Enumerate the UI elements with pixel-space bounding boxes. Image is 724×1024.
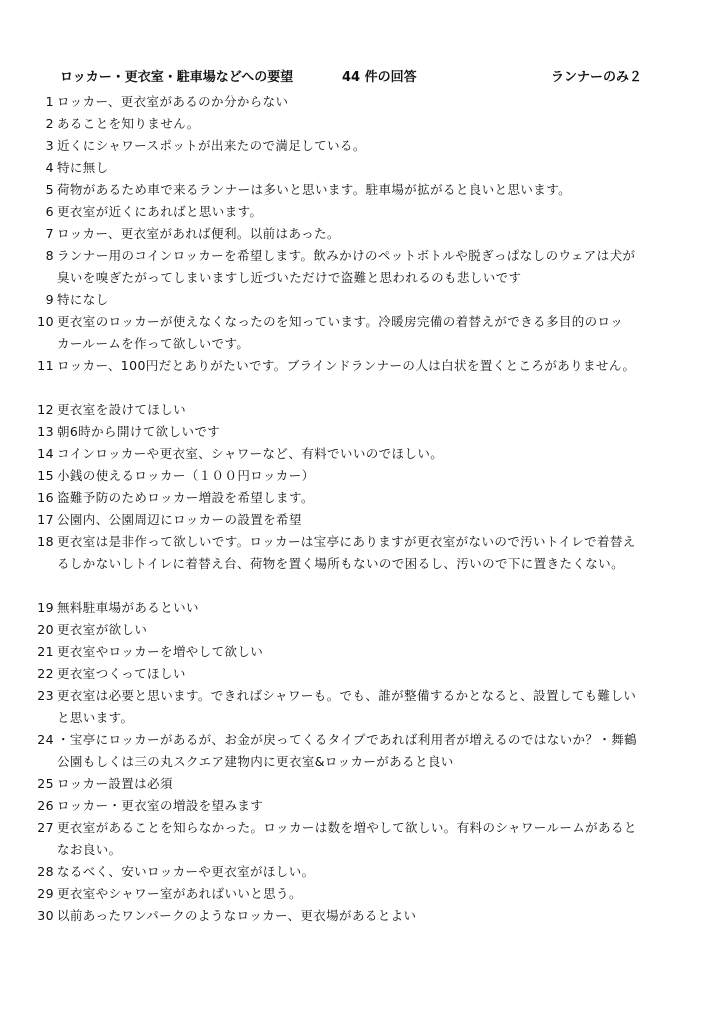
list-item <box>0 795 724 817</box>
list-item <box>0 289 724 311</box>
item-number: 7 <box>45 226 54 241</box>
list-item <box>0 509 724 531</box>
item-number: 26 <box>37 798 54 813</box>
item-number: 11 <box>37 358 54 373</box>
item-text: 近くにシャワースポットが出来たので満足している。 <box>57 138 366 153</box>
list-item <box>0 157 724 179</box>
item-number: 21 <box>37 644 54 659</box>
item-text: 更衣室が近くにあればと思います。 <box>57 204 263 219</box>
item-number: 9 <box>45 292 54 307</box>
item-text: なるべく、安いロッカーや更衣室がほしい。 <box>57 864 315 879</box>
item-text: ランナー用のコインロッカーを希望します。飲みかけのペットボトルや脱ぎっぱなしのウェアは犬が 臭いを嗅ぎたがってしまいますし近づいただけで盗難と思われるのも悲しいです <box>57 248 636 285</box>
item-text: 荷物があるため車で来るランナーは多いと思います。駐車場が拡がると良いと思います。 <box>57 182 572 197</box>
item-number: 13 <box>37 424 54 439</box>
item-text: ロッカー、更衣室があるのか分からない <box>57 94 289 109</box>
list-item <box>0 135 724 157</box>
list-item <box>0 597 724 619</box>
item-text: 朝6時から開けて欲しいです <box>57 424 221 439</box>
item-number: 27 <box>37 820 54 835</box>
list-item <box>0 443 724 465</box>
item-number: 25 <box>37 776 54 791</box>
item-text: ・宝亭にロッカーがあるが、お金が戻ってくるタイプであれば利用者が増えるのではないか？・舞鶴 公園もしくは三の丸スクエア建物内に更衣室&ロッカーがあると良い <box>57 732 638 769</box>
item-number: 29 <box>37 886 54 901</box>
item-text: 更衣室のロッカーが使えなくなったのを知っています。冷暖房完備の着替えができる多目的のロッ カールームを作って欲しいです。 <box>57 314 624 351</box>
item-number: 5 <box>45 182 54 197</box>
section-gap <box>0 575 724 597</box>
list-item <box>0 531 724 575</box>
list-item <box>0 179 724 201</box>
list-item <box>0 399 724 421</box>
item-text: 更衣室が欲しい <box>57 622 148 637</box>
list-item <box>0 883 724 905</box>
item-text: 小銭の使えるロッカー（１００円ロッカー） <box>57 468 315 483</box>
item-text: 無料駐車場があるといい <box>57 600 199 615</box>
item-number: 19 <box>37 600 54 615</box>
list-item <box>0 619 724 641</box>
item-number: 18 <box>37 534 54 549</box>
item-number: 24 <box>37 732 54 747</box>
list-item <box>0 245 724 289</box>
list-item <box>0 113 724 135</box>
list-item <box>0 487 724 509</box>
item-number: 22 <box>37 666 54 681</box>
item-text: コインロッカーや更衣室、シャワーなど、有料でいいのでほしい。 <box>57 446 444 461</box>
item-number: 6 <box>45 204 54 219</box>
list-item <box>0 861 724 883</box>
item-number: 4 <box>45 160 54 175</box>
list-item <box>0 91 724 113</box>
item-text: 盗難予防のためロッカー増設を希望します。 <box>57 490 314 505</box>
item-text: 更衣室つくってほしい <box>57 666 186 681</box>
header-title: ロッカー・更衣室・駐車場などへの要望 <box>60 70 294 85</box>
item-number: 1 <box>45 94 54 109</box>
list-item <box>0 663 724 685</box>
list-item <box>0 685 724 729</box>
list-item <box>0 729 724 773</box>
list-item <box>0 773 724 795</box>
list-item <box>0 201 724 223</box>
list-item <box>0 311 724 355</box>
item-text: 以前あったワンパークのようなロッカー、更衣場があるとよい <box>57 908 417 923</box>
item-number: 10 <box>37 314 54 329</box>
item-text: ロッカー、更衣室があれば便利。以前はあった。 <box>57 226 340 241</box>
item-number: 20 <box>37 622 54 637</box>
item-number: 17 <box>37 512 54 527</box>
list-item <box>0 817 724 861</box>
item-number: 16 <box>37 490 54 505</box>
item-text: 特になし <box>57 292 109 307</box>
list-item <box>0 641 724 663</box>
item-text: ロッカー設置は必須 <box>57 776 173 791</box>
item-number: 12 <box>37 402 54 417</box>
item-number: 14 <box>37 446 54 461</box>
response-count: 44 件の回答 <box>342 70 417 85</box>
respondent-group: ランナーのみ２ <box>551 70 643 85</box>
item-text: 特に無し <box>57 160 109 175</box>
item-text: 更衣室やシャワー室があればいいと思う。 <box>57 886 302 901</box>
item-text: ロッカー、100円だとありがたいです。ブラインドランナーの人は白状を置くところがありません。 <box>57 358 636 373</box>
item-number: 28 <box>37 864 54 879</box>
item-text: あることを知りません。 <box>57 116 200 131</box>
item-text: 更衣室があることを知らなかった。ロッカーは数を増やして欲しい。有料のシャワールームがあると なお良い。 <box>57 820 637 857</box>
item-text: 更衣室を設けてほしい <box>57 402 187 417</box>
item-text: 更衣室は是非作って欲しいです。ロッカーは宝亭にありますが更衣室がないので汚いトイレで着替え るしかないしトイレに着替え台、荷物を置く場所もないので困るし、汚いので下に置きたくない。 <box>57 534 636 571</box>
item-number: 23 <box>37 688 54 703</box>
item-text: 更衣室やロッカーを増やして欲しい <box>57 644 264 659</box>
item-text: 公園内、公園周辺にロッカーの設置を希望 <box>57 512 302 527</box>
item-number: 15 <box>37 468 54 483</box>
item-number: 3 <box>45 138 54 153</box>
list-item <box>0 355 724 377</box>
list-item <box>0 421 724 443</box>
item-text: ロッカー・更衣室の増設を望みます <box>57 798 264 813</box>
item-text: 更衣室は必要と思います。できればシャワーも。でも、誰が整備するかとなると、設置しても難しい と思います。 <box>57 688 637 725</box>
list-item <box>0 905 724 927</box>
document-header <box>0 66 724 88</box>
response-list <box>0 91 724 927</box>
list-item <box>0 223 724 245</box>
item-number: 30 <box>37 908 54 923</box>
item-number: 2 <box>45 116 54 131</box>
section-gap <box>0 377 724 399</box>
list-item <box>0 465 724 487</box>
item-number: 8 <box>45 248 54 263</box>
